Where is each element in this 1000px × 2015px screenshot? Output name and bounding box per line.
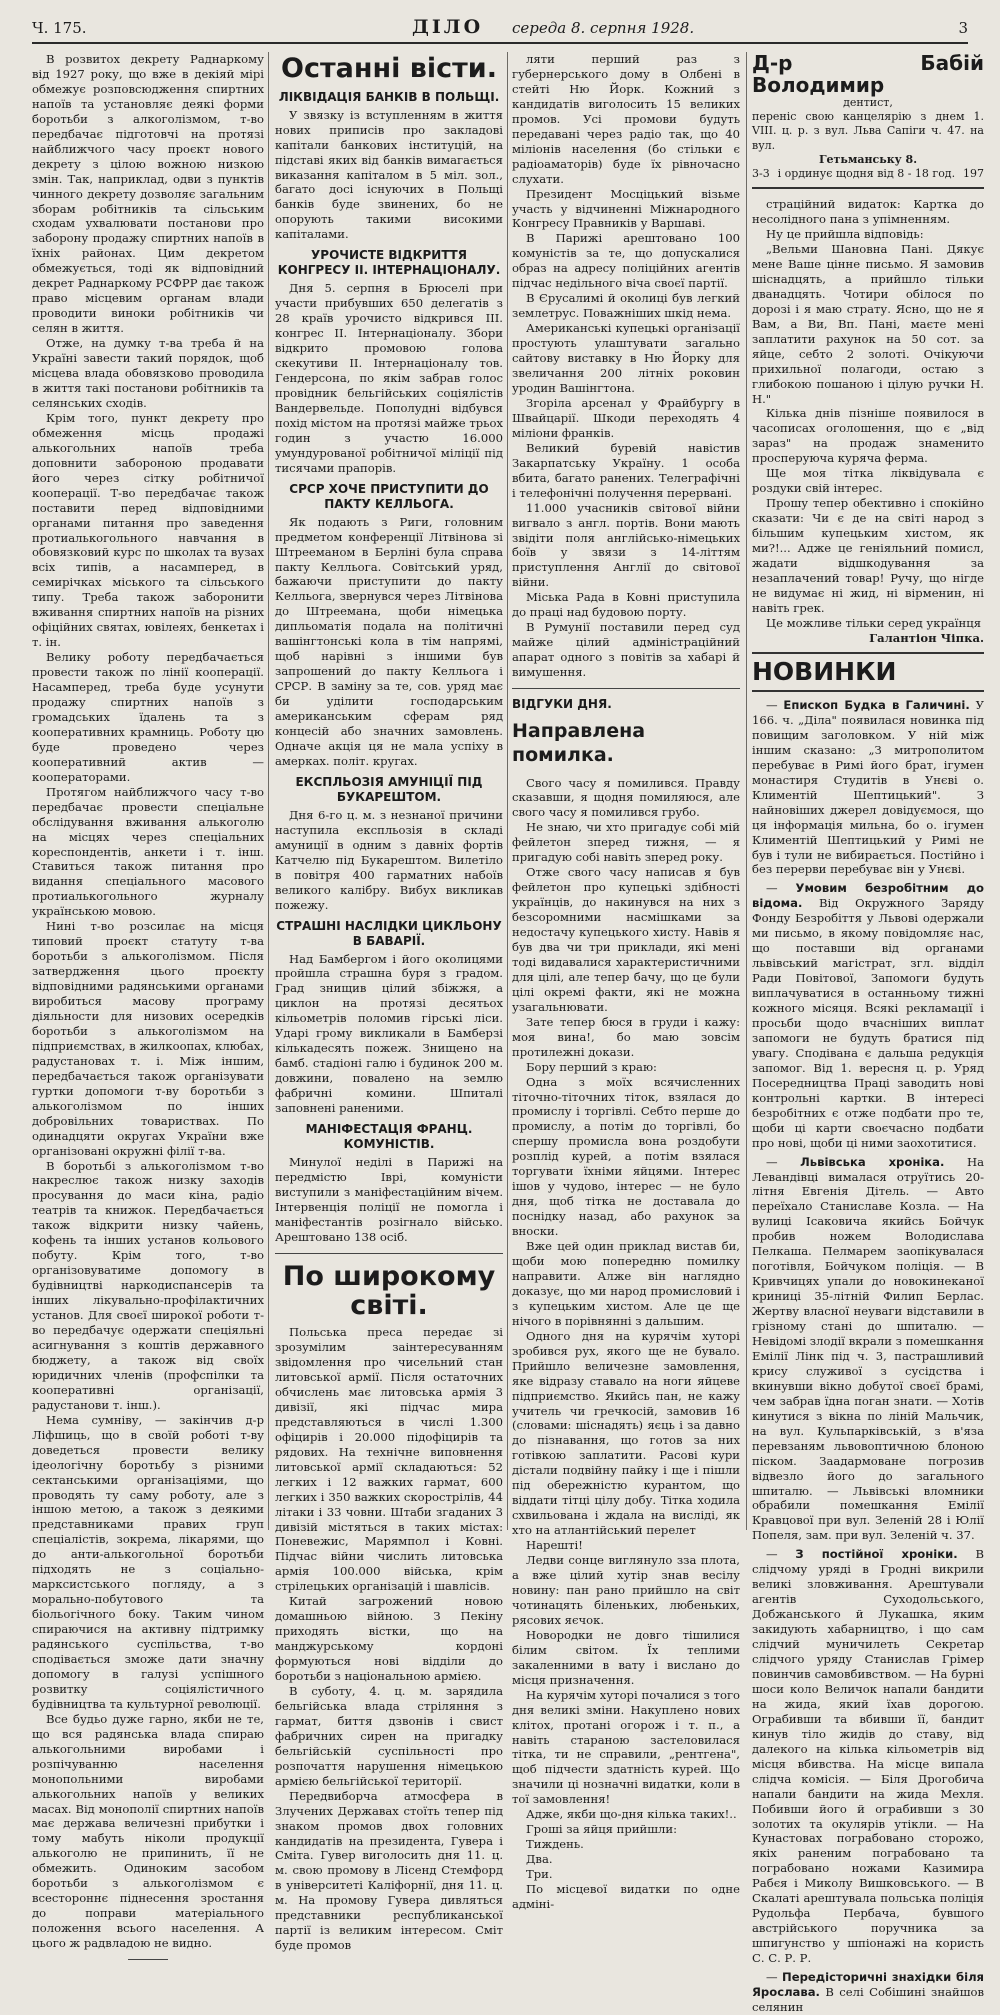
paragraph: Два. (526, 1852, 553, 1867)
newspaper-title: ДІЛО (412, 16, 484, 38)
issue-date: середа 8. серпня 1928. (512, 19, 695, 37)
ad-name: Д-р Бабій Володимир (752, 51, 984, 97)
paragraph: Все будьо дуже гарно, якби не те, що вся радянська влада спираю алькогольними виробами і розпічуванню населення монопольними виробами алькогольних напоїв у великих масах. Від монополії спиртних напоїв має держава величезні прибутки і тому мабуть ніколи продукції алькоголю не припинить, її не обмежить. Одиноким засобом боротьби з алькоголізмом є всестороннє піднесення зростання до поправи матеріального положення всього населення. А цього ж радвладою не видно. (32, 1711, 264, 1951)
article-text: Дня 6-го ц. м. з незнаної причини наступила експльозія в складі амуниції в одним з давніх фортів Катчелю під Букарештом. Вилетіло в повітря 400 гарматних набоїв великого калібру. Вибух викликав пожежу. (275, 807, 503, 912)
news-item: — З постійної хроніки. В слідчому уряді в Гродні викрили великі зловживання. Арештували агентів Суходольського, Добжанського й Лукашка, яким закидують хабарництво, і що сам слідчий муничилеть Секретар слідчого уряду Станислав Грімер повинчив самовбивством. — На бурні шоси коло Величок напали бандити на жида, який їхав дорогою. Ограбивши та вбивши її, бандит кинув тіло жидів до ставу, від далекого на кілька кільометрів від місця вбивства. На місце випала слідча комісія. — Біля Дрогобича напали бандити на жида Мехля. Побивши його й ограбивши з 30 золотих та окулярів утікли. — На Кунастовах пограбовано сторожо, якіх раненим пограбовано та пограбовано ножами Казимира Рабєя і Миколу Вишковського. — В Скалаті арештувала польська поліція Рудольфа Пербача, бувшого австрійського поручника за шпигунство у шпіонажі на користь С. С. Р. Р. (752, 1547, 984, 1966)
paragraph: Новородки не довго тішилися білим світом. Їх теплими закаленними в вату і вислано до місця призначення. (512, 1627, 740, 1687)
ad-text: переніс свою канцелярію з днем 1. VIII. ц. р. з вул. Льва Сапіги ч. 47. на вул. (752, 110, 984, 152)
article-text: Як подають з Риги, головним предметом конференції Літвінова зі Штрееманом в Берліні була справа пакту Келльога. Совітський уряд, бажаючи приступити до пакту Келльога, звернувся через Літвінова до Штреемана, щоби німецька дипльоматія подала на політичні вашінгтонські кола в тім напрямі, щоб нарівні з іншими був запрошений до пакту Келльога і СРСР. В заміну за те, сов. уряд має би уділити господарським американським сферам ряд концесій або значних замовлень. Одначе акція ця не мала успіху в амерках. політ. кругах. (275, 514, 503, 768)
column-4 (752, 51, 985, 2014)
article-text: У звязку із вступленням в життя нових приписів про закладові капітали банкових інституцій, на підставі яких від банків вимагається виказання капіталом в 5 міл. зол., багато досі існуючих в Польщі банків буде звинених, бо не опорують такими високими капіталами. (275, 107, 503, 242)
paragraph: Отже, на думку т-ва треба й на Україні завести такий порядок, щоб місцева влада обовязково проводила в життя такі постанови робітників та селянських сходів. (32, 336, 264, 410)
ad-number: 197 (962, 166, 984, 180)
feuilleton-title: Направлена помилка. (512, 719, 646, 766)
ad-street: Гетьманську 8. (818, 152, 918, 166)
column-rubric: ВІДГУКИ ДНЯ. (512, 697, 612, 712)
paragraph: Протягом найближчого часу т-во передбачає провести спеціальне обслідування вживання алькоголю на місцях через спеціальних кореспондентів, анкети і т. інш. Ставиться також питання про видання спеціального масового протиалькогольного журналу українською мовою. (32, 784, 264, 919)
paragraph: Вже цей один приклад вистав би, щоби мою попередню помилку направити. Алже він наглядно доказує, що ми народ промисловий і з купецьким хистом. Але це ще нічого в порівнянні з дальшим. (512, 1239, 740, 1328)
column-divider (507, 52, 508, 1530)
paragraph: Польська преса передає зі зрозумілим заінтересуванням звідомлення про чисельний стан литовської армії. Після остаточних обчислень має литовська армія 3 дивізії, які підчас мира представляються в числі 1.300 офіцирів і 20.000 підофіцирів та рядових. На технічне виповнення литовської армії складаються: 52 легких і 12 важких гармат, 600 легких і 350 важких скорострілів, 44 літаки і 33 човни. Штаби згаданих 3 дивізій містяться в таких містах: Поневежис, Марямпол і Ковні. Підчас війни числить литовська армія 100.000 війська, крім стрілецьких організацій і шавлісів. (275, 1325, 503, 1594)
column-divider (268, 52, 269, 1530)
paragraph: Кілька днів пізніше появилося в часописах оголошення, що є „від зараз" на продаж знаменито просперуюча куряча ферма. (752, 406, 984, 466)
advertisement (752, 52, 984, 189)
news-item: — Передісторичні знахідки біля Ярослава. В селі Собішині знайшов селянин (752, 1970, 985, 2014)
article-text: Минулої неділі в Парижі на передмістю Іврі, комуністи виступили з маніфестаційним вічем. Інтервенція поліції не помогла і маніфестантів розігнало військо. Арештовано 138 осіб. (275, 1155, 503, 1244)
paragraph: ляти перший раз з губернерського дому в Олбені в стейті Ню Йорк. Кожний з кандидатів виголосить 15 великих промов. Усі промови будуть передавані через радіо так, що 40 міліонів населення (бо стільки є радіоаматорів) буде їх рівночасно слухати. (512, 52, 740, 186)
end-rule (128, 1959, 168, 1960)
paragraph: Три. (526, 1867, 553, 1882)
paragraph: 11.000 учасників світової війни вигвало з англ. портів. Вони мають звідіти поля англійсько-німецьких боїв у звязи з 14-літтям приступлення Англії до світової війни. (512, 500, 740, 590)
paragraph: Одна з моїх всячисленних тіточно-тіточних тіток, взялася до промислу і торгівлі. Себто перше до промислу, а потім до торгівлі, бо спершу промисла вона роздобути розплід курей, а потім взялася торгувати їхніми яйцями. Інтерес ішов у чудово, інтерес — не було дня, щоб тітка не доставала до поснідку назад, або рахунок за вноски. (512, 1074, 740, 1239)
news-item-text: У 166. ч. „Діла" появилася новинка під повищим заголовком. У ній між іншим сказано: „З митрополитом перебуває в Римі його брат, ігумен монастиря Студитів в Унєві о. Климентій Шептицький". З найновіших джерел довідуємося, що ця інформація мильна, бо о. ігумен Климентій Шептицький у Римі не був і тули не вибирається. Постійно і без перерви перебуває він у Унєві. (752, 697, 985, 877)
paragraph: В розвитох декрету Раднаркому від 1927 року, що вже в декіяй мірі обмежує розповсюдження спиртних напоїв та установляє деякі форми боротьби з алкоголізмом, т-во передбачає підготовчі на протязі найближчого часу проєкт нового декрету з цілою вожною низкою змін. Так, наприклад, одви з пунктів чинного декрету дозволяє загальним зборам робітників та сільським сходам ухвалювати постанови про заборону продажу спиртних напоїв в їхніх районах. Цим декретом обмежується, тоді як відповідний декрет Раднаркому РСФРР дає також право місцевим органам влади проводити виноки робітників чи селян в життя. (32, 52, 264, 336)
news-item-title: Умовим безробітним до відома. (752, 881, 985, 911)
news-item-text: На Левандівці вималася отруїтись 20-літня Евгенія Дітель. — Авто переїхало Станиславе Козла. — На вулиці Ісаковича якийсь Бойчук пробив ножем Володислава Пелкаша. Пелмарем заопікувалася поготівля, Бойчуком поліція. — В Кривчицях упали до новокинеканої криниці 35-літній Филип Берлас. Жертву власної неуваги відставили в грізному стані до шпиталю. — Невідомі злодії вкрали з помешкання Емілії Лінк під ч. 3, пастрашливий крису служивої з сусідства і вкинувши вікно добутої своєї брамі, чем забрав їдна поган знати. — Хотів кинутися з вікна по ліній Мальчик, на вул. Кульпарківській, з в'яза перевзаням львовоптичною блоною піском. Заадармоване погрозив відвезло його до загального шпиталю. — Львівські вломники обрабили помешкання Емілії Кравцової при вул. Зеленій 28 і Юлії Попеля, зам. при вул. Зеленій ч. 37. (752, 1154, 984, 1543)
author-signature: Галантіон Чіпка. (869, 630, 984, 645)
paragraph: Великий буревій навістив Закарпатську Україну. 1 особа вбита, багато ранених. Телеграфічні і телефонічні получення перервані. (512, 440, 740, 500)
ad-code: 3-3 (752, 166, 770, 180)
paragraph: Гроші за яйця прийшли: (526, 1822, 678, 1837)
article-title: СРСР ХОЧЕ ПРИСТУПИТИ ДО ПАКТУ КЕЛЛЬОГА. (289, 481, 489, 511)
paragraph: В Єрусалимі й околиці був легкий землетрус. Поважніших шкід нема. (512, 291, 740, 321)
paragraph: страційний видаток: Картка до несолідного пана з упімненням. (752, 197, 984, 227)
news-item-title: Львівська хроніка. (800, 1154, 945, 1169)
paragraph: Свого часу я помилився. Правду сказавши, я щодня помиляюся, але свого часу я помилився грубо. (512, 775, 740, 820)
column-divider (746, 52, 747, 1530)
paragraph: В суботу, 4. ц. м. зарядила бельгійська влада стріляння з гармат, биття дзвонів і свист фабричних сирен на пригадку бельгійській суспільності про розпочаття нарушення німецькою армією бельгійської території. (275, 1683, 503, 1788)
article-title: УРОЧИСТЕ ВІДКРИТТЯ КОНГРЕСУ ІІ. ІНТЕРНАЦІОНАЛУ. (277, 248, 501, 278)
paragraph: Одного дня на курячім хуторі зробився рух, якого ще не бувало. Прийшло величезне замовлення, яке відразу ставало на ноги яйцеве підприємство. Якийсь пан, не кажу учитель чи гречкосій, замовив 16 (словами: шіснадять) яєць і за давно до пізнавання, що готов за них готівкою заплатити. Расові кури дістали подвійну пайку і ще і пішли під обережністю курантом, що віддати тітці цілу добу. Тітка ходила схвильована і ждала на висліді, як хто на атлантійський перелет (512, 1328, 740, 1538)
news-item-title: Епископ Будка в Галичині. (783, 697, 970, 712)
paragraph: Президент Мосціцький візьме участь у відчиненні Міжнародного Конгресу Правників у Варшаві. (512, 186, 740, 231)
section-heading-world: По широкому світі. (282, 1260, 496, 1322)
paragraph: Ледви сонце виглянуло зза плота, а вже цілий хутір знав весілу новину: пан рано прийшло на світ чотинацять біленьких, любеньких, рясових яєчок. (512, 1553, 740, 1627)
paragraph: Отже свого часу написав я був фейлетон про купецькі здібності українців, до накинувся на них з безсоромними насмішками за недостачу купецького хисту. Навів я був два чи три приклади, які мені тоді видавалися характеристичними для цілі, але тепер бачу, що це були цілі окремі факти, які не можна узагальнювати. (512, 865, 740, 1014)
paragraph: Адже, якби що-дня кілька таких!.. (526, 1807, 737, 1822)
news-item-text: В селі Собішині знайшов селянин (752, 1984, 985, 2014)
column-3 (512, 52, 740, 1911)
article-title: МАНІФЕСТАЦІЯ ФРАНЦ. КОМУНІСТІВ. (305, 1122, 473, 1152)
paragraph: Не знаю, чи хто пригадує собі мій фейлетон зперед тижня, — я пригадую собі навіть зперед року. (512, 820, 740, 865)
news-item: — Львівська хроніка. На Левандівці вималася отруїтись 20-літня Евгенія Дітель. — Авто переїхало Станиславе Козла. — На вулиці Ісаковича якийсь Бойчук пробив ножем Володислава Пелкаша. Пелмарем заопікувалася поготівля, Бойчуком поліція. — В Кривчицях упали до новокинеканої криниці 35-літній Филип Берлас. Жертву власної неуваги відставили в грізному стані до шпиталю. — Невідомі злодії вкрали з помешкання Емілії Лінк під ч. 3, пастрашливий крису служивої з сусідства і вкинувши вікно добутої своєї брамі, чем забрав їдна поган знати. — Хотів кинутися з вікна по ліній Мальчик, на вул. Кульпарківській, з в'яза перевзаням львовоптичною блоною піском. Заадармоване погрозив відвезло його до загального шпиталю. — Львівські вломники обрабили помешкання Емілії Кравцової при вул. Зеленій 28 і Юлії Попеля, зам. при вул. Зеленій ч. 37. (752, 1154, 984, 1543)
paragraph: Міська Рада в Ковні приступила до праці над будовою порту. (512, 590, 740, 620)
section-rule (275, 1253, 503, 1254)
news-item-title: З постійної хроніки. (795, 1547, 958, 1562)
paragraph: В боротьбі з алькоголізмом т-во накреслює також низку заходів просування до маси кіна, радіо театрів та книжок. Передбачається також відкрити низку чайень, кофень та інших установ кольового побуту. Крім того, т-во організовуватиме допомогу в будівництві наркодиспансерів та інших лікувально-профілактичних установ. Для своєї широкої роботи т-во передбачує одержати спеціяльні асигнування з коштів державного бюджету, а також від своїх юридичних членів (профспілки та кооперативні організації, радустанови т. інш.). (32, 1158, 264, 1412)
news-item: — Умовим безробітним до відома. Від Окружного Заряду Фонду Безробіття у Львові одержали ми письмо, в якому повідомляє нас, що поставши від органами львівський магістрат, згл. відділ Ради Повітової, Запомоги будуть виплачуватися в останньому тижні кожного місяця. Всякі рекламації і просьби щодо вчасніших виплат запомоги не будуть братися під увагу. Сподівана є дальша редукція запомог. Від 1. вересня ц. р. Уряд Посередництва Праці заводить нові контрольні картки. В інтересі безробітних є отже подбати про те, щоби ці карти своєчасно подбати про нові, щоби ці ними заохотитися. (752, 881, 985, 1150)
paragraph: Нині т-во розсилає на місця типовий проєкт статуту т-ва боротьби з алькоголізмом. Після затвердження цього проєкту відповідними радянськими органами виробиться масову програму діяльности для низових осередків боротьби з алькоголізмом на підприємствах, в жилкоопах, клюбах, радустановах т. і. Між іншим, передбачається також організувати гуртки допомоги т-ву боротьби з алькоголізмом по інших добровільних товариствах. По одинадцяти округах України вже організовані окружні філії т-ва. (32, 919, 264, 1158)
column-2 (275, 52, 503, 1953)
paragraph: Велику роботу передбачається провести також по лінії кооперації. Насамперед, треба буде усунути продажу спиртних напоїв з громадських їдалень та з кооперативних крамниць. Роботу цю буде проведено через кооперативний актив — кооператорами. (32, 650, 264, 784)
article-text: Над Бамбергом і його околицями пройшла страшна буря з градом. Град знищив цілий збіжжя, а циклон на протязі десятьох кільометрів поломив гірські ліси. Ударі грому викликали в Бамберзі кількадесять пожеж. Знищено на бамб. стадіоні галю і будинок 200 м. довжини, повалено на землю фабричні комини. Шпиталі заповнені раненими. (275, 951, 503, 1116)
paragraph: Нема сумніву, — закінчив д-р Ліфшиць, що в своїй роботі т-ву доведеться провести велику ідеологічну боротьбу з різними сектанськими організаціями, що проводять ту саму роботу, але з іншою метою, а також з деякими представниками правих груп спеціалістів, зокрема, лікарями, що до анти-алькогольної боротьби підходять не з соціально-марксистського погляду, а з морально-побутового та біольогічного боку. Таким чином спираючися на активну підтримку радянського суспільства, т-во сподівається зможе дати значну допомогу в галузі успішного розвитку соціялістичного будівництва та культурної революції. (32, 1412, 264, 1711)
paragraph: Бору перший з краю: (526, 1059, 657, 1074)
column-1 (32, 52, 264, 1951)
paragraph: Крім того, пункт декрету про обмеження місць продажі алькогольних напоїв треба доповнити забороною продавати його через сітку робітничої кооперації. Т-во передбачає також поставити перед відповідними органами питання про заведення протиалькогольного навчання в обовязковий курс по школах та вузах всіх типів, а насамперед, в семирічках міського та сільського типу. Треба також заборонити вживання спиртних напоїв на різних офіційних святах, ювілеях, бенкетах і т. ін. (32, 410, 264, 650)
paragraph: По місцевої видатки по одне адміні- (512, 1882, 740, 1911)
issue-number: Ч. 175. (32, 19, 87, 37)
article-text: Дня 5. серпня в Брюселі при участи прибувших 650 делегатів з 28 країв урочисто відкрився ІІІ. конгрес ІІ. Інтернаціоналу. Збори відкрито промовою голова скекутиви ІІ. Інтернаціоналу тов. Гендерсона, по якім забрав голос провідник бельгійських соціялістів Вандервельде. Пополудні відбувся похід містом на протязі майже трьох годин з участю 16.000 умундурованої робітничої міліції під тисячами прапорів. (275, 281, 503, 475)
news-item-title: Передісторичні знахідки біля Ярослава. (752, 1970, 985, 1999)
news-item: — Епископ Будка в Галичині. У 166. ч. „Діла" появилася новинка під повищим заголовком. У ній між іншим сказано: „З митрополитом перебуває в Римі його брат, ігумен монастиря Студитів в Унєві о. Климентій Шептицький". З найновіших джерел довідуємося, що ця інформація мильна, бо о. ігумен Климентій Шептицький у Римі не був і тули не вибирається. Постійно і без перерви перебуває він у Унєві. (752, 697, 985, 877)
paragraph: Це можливе тільки серед українця (766, 615, 982, 630)
page-number: 3 (958, 19, 968, 37)
ad-hours: і ординує щодня від 8 - 18 год. (777, 166, 956, 180)
paragraph: Американські купецькі організації простують улаштувати загально сайтову виставку в Ню Йорку для звеличання 200 літніх роковин уродин Вашінгтона. (512, 321, 740, 395)
paragraph: В Румунії поставили перед суд майже цілий адміністраційний апарат одного з повітів за хабарі й вимушення. (512, 620, 740, 680)
paragraph: Ну це прийшла відповідь: (766, 227, 924, 242)
paragraph: Тиждень. (526, 1837, 584, 1852)
paragraph: Згоріла арсенал у Фрайбургу в Швайцарії. Шкоди переходять 4 міліони франків. (512, 395, 740, 440)
paragraph: Прошу тепер обективно і спокійно сказати: Чи є де на світі народ з більшим купецьким хистом, як ми?!... Адже це геніяльний помисл, жадати відшкодування за незаплачений товар! Ручу, що нігде не видумає ні жид, ні вірменин, ні навіть грек. (752, 496, 984, 615)
paragraph: Нарешті! (526, 1538, 583, 1553)
paragraph: Китай загрожений новою домашньою війною. З Пекіну приходять вістки, що на манджурському кордоні формуються нові відділи до боротьби з національною армією. (275, 1594, 503, 1684)
paragraph: Передвиборча атмосфера в Злучених Державах стоїть тепер під знаком промов двох головних кандидатів на президента, Гувера і Сміта. Гувер виголосить дня 11. ц. м. свою промову в Лісенд Стемфорд в університеті Каліфорнії, дня 11. ц. м. На промову Гувера дивляться представники республиканської партії із великим інтересом. Сміт буде промов (275, 1788, 503, 1953)
ad-profession: дентист, (843, 96, 893, 109)
page-header (32, 16, 968, 44)
paragraph: На курячім хуторі почалися з того дня великі зміни. Накуплено нових клітох, протані огорож і т. п., а навіть стараною застеловилася тітка, ти не справили, „рентгена", щоб підчести здатність курей. Що значили ці нозначні видатки, коли в тої замовлення! (512, 1687, 740, 1807)
section-rule (512, 688, 740, 689)
paragraph: Ще моя тітка ліквідувала є роздуки свій інтерес. (752, 466, 984, 496)
paragraph: „Вельми Шановна Пані. Дякує мене Ваше цінне письмо. Я замовив шіснадцять, а прийшло тільки дванадцять. Чотири обілося по дорозі і я маю страту. Ясно, що не я Вам, а Ви, Вп. Пані, маєте мені заплатити рахунок на 50 сот. за яйце, себто 2 золоті. Очікуючи прихильної полагоди, остаю з глибокою пошаною і цілую ручки Н. Н." (752, 241, 984, 406)
news-item-text: В слідчому уряді в Гродні викрили великі зловживання. Арештували агентів Суходольського, Добжанського й Лукашка, яким закидують хабарництво, і що сам слідчий муничилеть Секретар слідчого уряду Станислав Грімер повинчив самовбивством. — На бурні шоси коло Величок напали бандити на жида, який їхав дорогою. Ограбивши та вбивши її, бандит кинув тіло жидів до ставу, від далекого на кілька кільометрів від місця вбивства. На місце випала слідча комісія. — Біля Дрогобича напали бандити на жида Мехля. Побивши його й ограбивши з 30 золотих та окулярів утікли. — На Кунастовах пограбовано сторожо, якіх раненим пограбовано та пограбовано ножами Казимира Рабєя і Миколу Вишковського. — В Скалаті арештувала польська поліція Рудольфа Пербача, бувшого австрійського поручника за шпигунство у шпіонажі на користь С. С. Р. Р. (752, 1547, 984, 1966)
news-item-text: Від Окружного Заряду Фонду Безробіття у Львові одержали ми письмо, в якому повідомляє нас, що поставши від органами львівський магістрат, згл. відділ Ради Повітової, Запомоги будуть виплачуватися в останньому тижні кожного місяця. Всякі рекламації і просьби щодо вчасніших виплат запомоги не будуть братися під увагу. Сподівана є дальша редукція запомог. Від 1. вересня ц. р. Уряд Посередництва Праці заводить нові контрольні картки. В інтересі безробітних є отже подбати про те, щоби ці карти своєчасно подбати про нові, щоби ці ними заохотитися. (752, 896, 984, 1150)
news-section-heading: НОВИНКИ (752, 652, 984, 692)
paragraph: В Парижі арештовано 100 комуністів за те, що допускалися образ на адресу поліційних агентів підчас недільного віча своєї партії. (512, 231, 740, 291)
section-heading-latest-news: Останні вісти. (281, 53, 497, 84)
article-title: СТРАШНІ НАСЛІДКИ ЦИКЛЬОНУ В БАВАРІЇ. (276, 918, 502, 948)
ad-hours-row (752, 167, 984, 181)
article-title: ЕКСПЛЬОЗІЯ АМУНІЦІЇ ПІД БУКАРЕШТОМ. (295, 774, 483, 804)
paragraph: Зате тепер бюся в груди і кажу: моя вина!, бо маю зовсім протилежні докази. (512, 1014, 740, 1059)
article-title: ЛІКВІДАЦІЯ БАНКІВ В ПОЛЬЩІ. (278, 89, 500, 104)
